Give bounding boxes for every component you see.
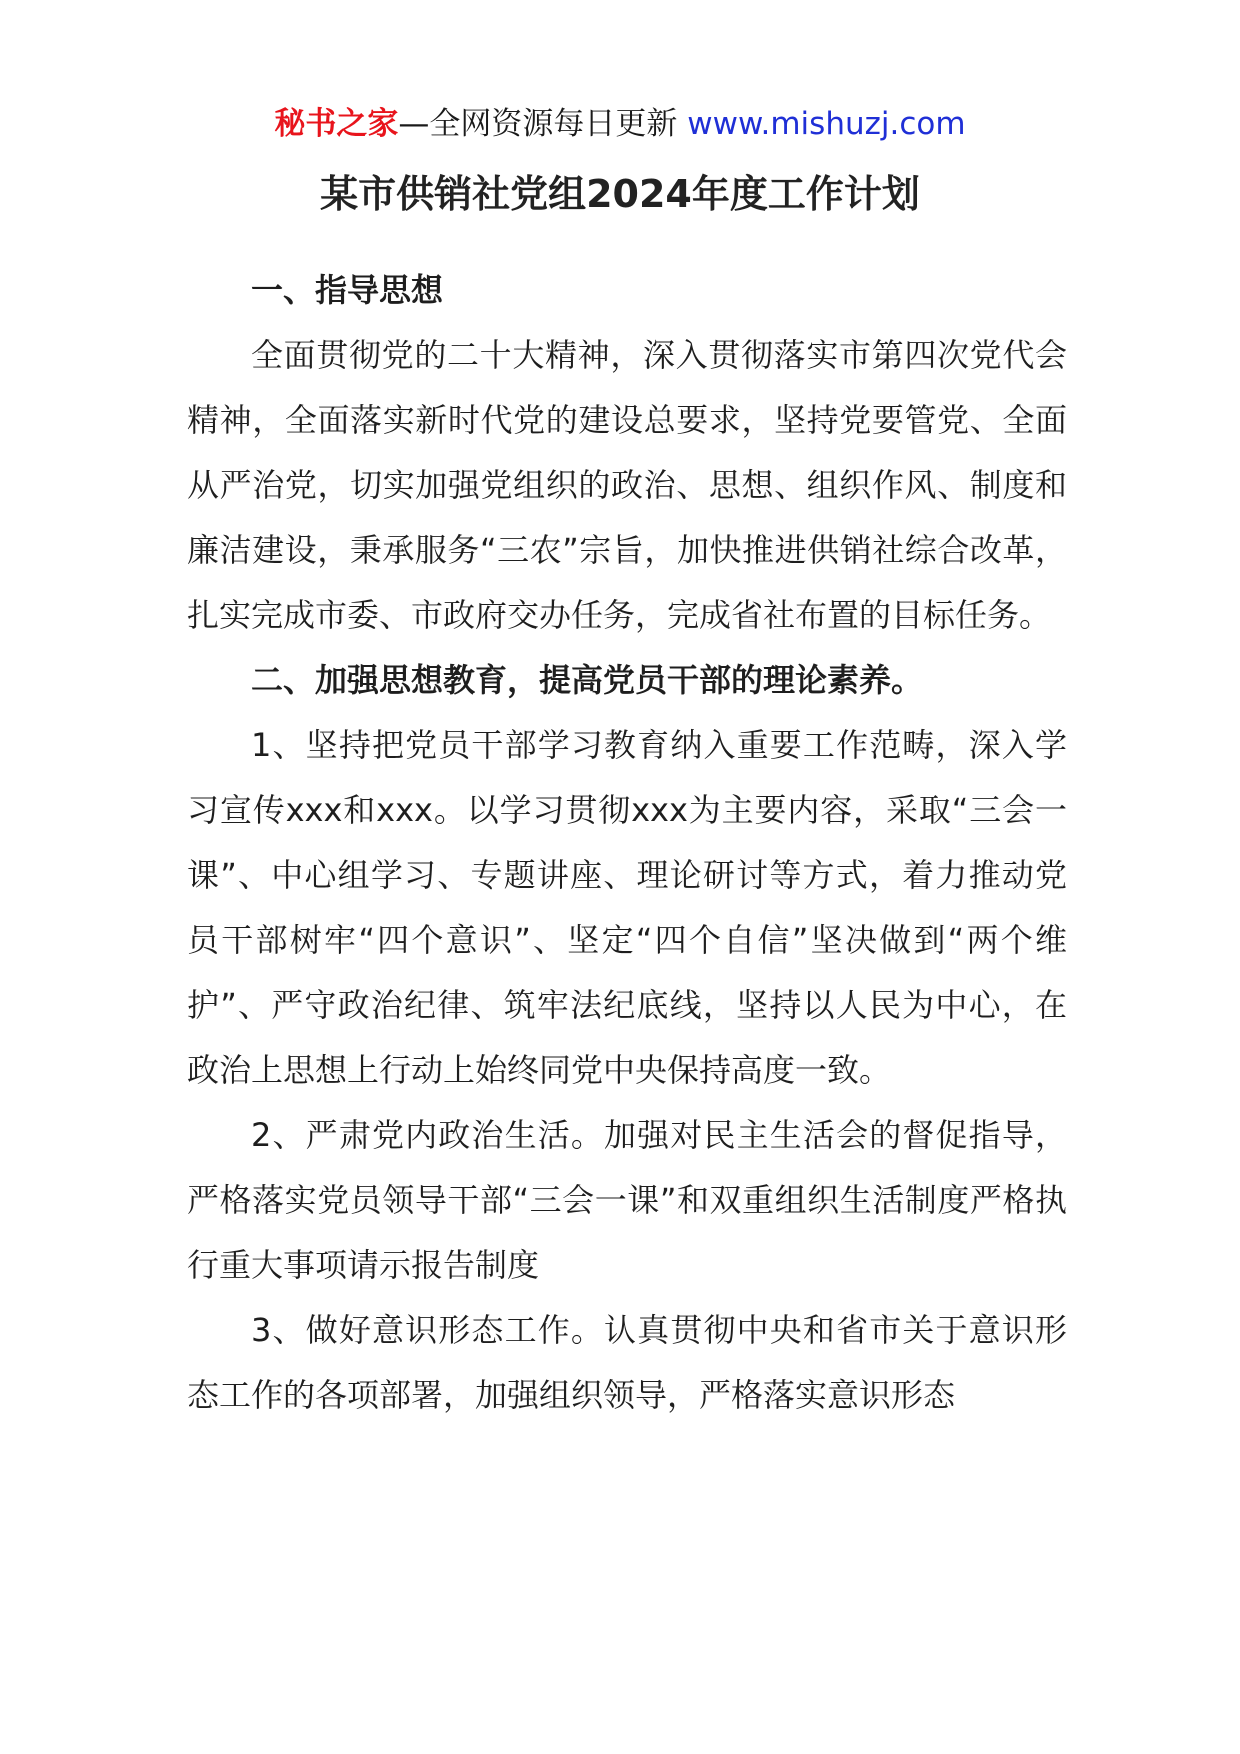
document-title: 某市供销社党组2024年度工作计划 [320,172,920,216]
banner-url-link[interactable]: www.mishuzj.com [687,106,966,142]
list-item-study-education: 1、坚持把党员干部学习教育纳入重要工作范畴，深入学习宣传xxx和xxx。以学习贯彻xxx为主要内容，采取“三会一课”、中心组学习、专题讲座、理论研讨等方式，着力推动党员干部树牢“四个意识”、坚定“四个自信”坚决做到“两个维护”、严守政治纪律、筑牢法纪底线，坚持以人民为中心，在政治上思想上行动上始终同党中央保持高度一致。 [187,726,1067,1089]
section-heading-ideological-education: 二、加强思想教育，提高党员干部的理论素养。 [251,661,924,699]
list-item-ideology-work: 3、做好意识形态工作。认真贯彻中央和省市关于意识形态工作的各项部署，加强组织领导，严格落实意识形态 [187,1311,1067,1414]
section-heading-guiding-ideology: 一、指导思想 [251,271,444,309]
watermark-banner [0,100,1240,148]
brand-name: 秘书之家 [274,106,399,142]
list-item-party-life: 2、严肃党内政治生活。加强对民主生活会的督促指导，严格落实党员领导干部“三会一课”和双重组织生活制度严格执行重大事项请示报告制度 [187,1116,1067,1284]
document-body [187,258,1067,1428]
banner-slogan: —全网资源每日更新 [398,106,678,142]
paragraph-guiding-ideology: 全面贯彻党的二十大精神，深入贯彻落实市第四次党代会精神，全面落实新时代党的建设总要求，坚持党要管党、全面从严治党，切实加强党组织的政治、思想、组织作风、制度和廉洁建设，秉承服务“三农”宗旨，加快推进供销社综合改革，扎实完成市委、市政府交办任务，完成省社布置的目标任务。 [187,336,1067,634]
